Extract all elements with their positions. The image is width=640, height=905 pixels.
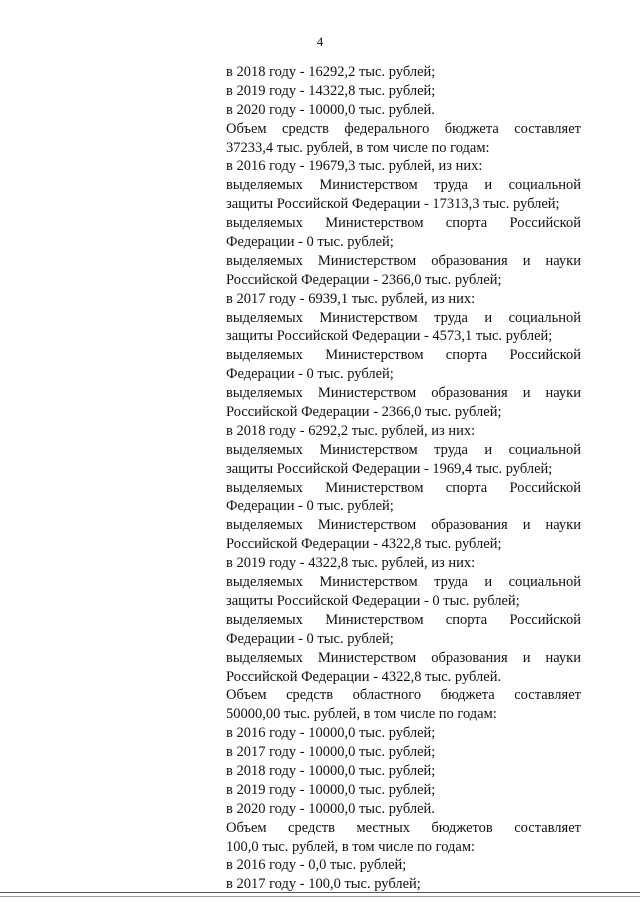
- text-line: выделяемых Министерством образования и науки: [226, 649, 581, 666]
- text-line: выделяемых Министерством образования и науки: [226, 517, 581, 534]
- footer-divider-secondary: [0, 896, 640, 897]
- text-line: Федерации - 0 тыс. рублей;: [226, 366, 394, 383]
- text-line: выделяемых Министерством труда и социальной: [226, 574, 581, 591]
- text-line: защиты Российской Федерации - 1969,4 тыс. рублей;: [226, 460, 553, 477]
- text-line: защиты Российской Федерации - 0 тыс. рублей;: [226, 592, 520, 609]
- text-line: в 2019 году - 10000,0 тыс. рублей;: [226, 781, 436, 798]
- text-line: в 2019 году - 4322,8 тыс. рублей, из них:: [226, 555, 476, 572]
- text-line: в 2019 году - 14322,8 тыс. рублей;: [226, 82, 436, 99]
- text-line: выделяемых Министерством спорта Российской: [226, 347, 581, 364]
- text-line: 37233,4 тыс. рублей, в том числе по годам:: [226, 139, 490, 156]
- text-line: Объем средств областного бюджета составляет: [226, 687, 581, 704]
- text-line: выделяемых Министерством труда и социальной: [226, 309, 581, 326]
- text-line: в 2016 году - 10000,0 тыс. рублей;: [226, 725, 436, 742]
- text-line: выделяемых Министерством спорта Российской: [226, 611, 581, 628]
- text-line: в 2017 году - 10000,0 тыс. рублей;: [226, 744, 436, 761]
- text-line: выделяемых Министерством труда и социальной: [226, 441, 581, 458]
- text-line: выделяемых Министерством труда и социальной: [226, 177, 581, 194]
- text-line: выделяемых Министерством спорта Российской: [226, 479, 581, 496]
- text-line: Объем средств федерального бюджета составляет: [226, 120, 581, 137]
- text-line: в 2017 году - 6939,1 тыс. рублей, из них:: [226, 290, 476, 307]
- text-line: в 2018 году - 10000,0 тыс. рублей;: [226, 762, 436, 779]
- text-line: Федерации - 0 тыс. рублей;: [226, 234, 394, 251]
- text-line: Российской Федерации - 4322,8 тыс. рублей;: [226, 536, 502, 553]
- text-line: в 2016 году - 19679,3 тыс. рублей, из них:: [226, 158, 483, 175]
- footer-divider: [0, 892, 640, 893]
- text-line: в 2016 году - 0,0 тыс. рублей;: [226, 857, 407, 874]
- text-line: защиты Российской Федерации - 17313,3 тыс. рублей;: [226, 196, 560, 213]
- text-line: 100,0 тыс. рублей, в том числе по годам:: [226, 838, 476, 855]
- text-line: Федерации - 0 тыс. рублей;: [226, 630, 394, 647]
- text-line: Российской Федерации - 4322,8 тыс. рублей.: [226, 668, 502, 685]
- text-line: в 2020 году - 10000,0 тыс. рублей.: [226, 800, 435, 817]
- text-line: выделяемых Министерством спорта Российской: [226, 215, 581, 232]
- text-line: Российской Федерации - 2366,0 тыс. рублей;: [226, 404, 502, 421]
- text-line: 50000,00 тыс. рублей, в том числе по годам:: [226, 706, 497, 723]
- text-line: выделяемых Министерством образования и науки: [226, 385, 581, 402]
- text-line: Объем средств местных бюджетов составляет: [226, 819, 581, 836]
- text-line: в 2018 году - 16292,2 тыс. рублей;: [226, 64, 436, 80]
- text-line: выделяемых Министерством образования и науки: [226, 252, 581, 269]
- text-line: в 2018 году - 6292,2 тыс. рублей, из них:: [226, 422, 476, 439]
- text-line: Российской Федерации - 2366,0 тыс. рублей;: [226, 271, 502, 288]
- page-number: 4: [316, 34, 324, 49]
- text-line: защиты Российской Федерации - 4573,1 тыс. рублей;: [226, 328, 553, 345]
- text-line: в 2017 году - 100,0 тыс. рублей;: [226, 876, 421, 893]
- text-line: в 2020 году - 10000,0 тыс. рублей.: [226, 101, 435, 118]
- document-body: [226, 63, 581, 894]
- text-line: Федерации - 0 тыс. рублей;: [226, 498, 394, 515]
